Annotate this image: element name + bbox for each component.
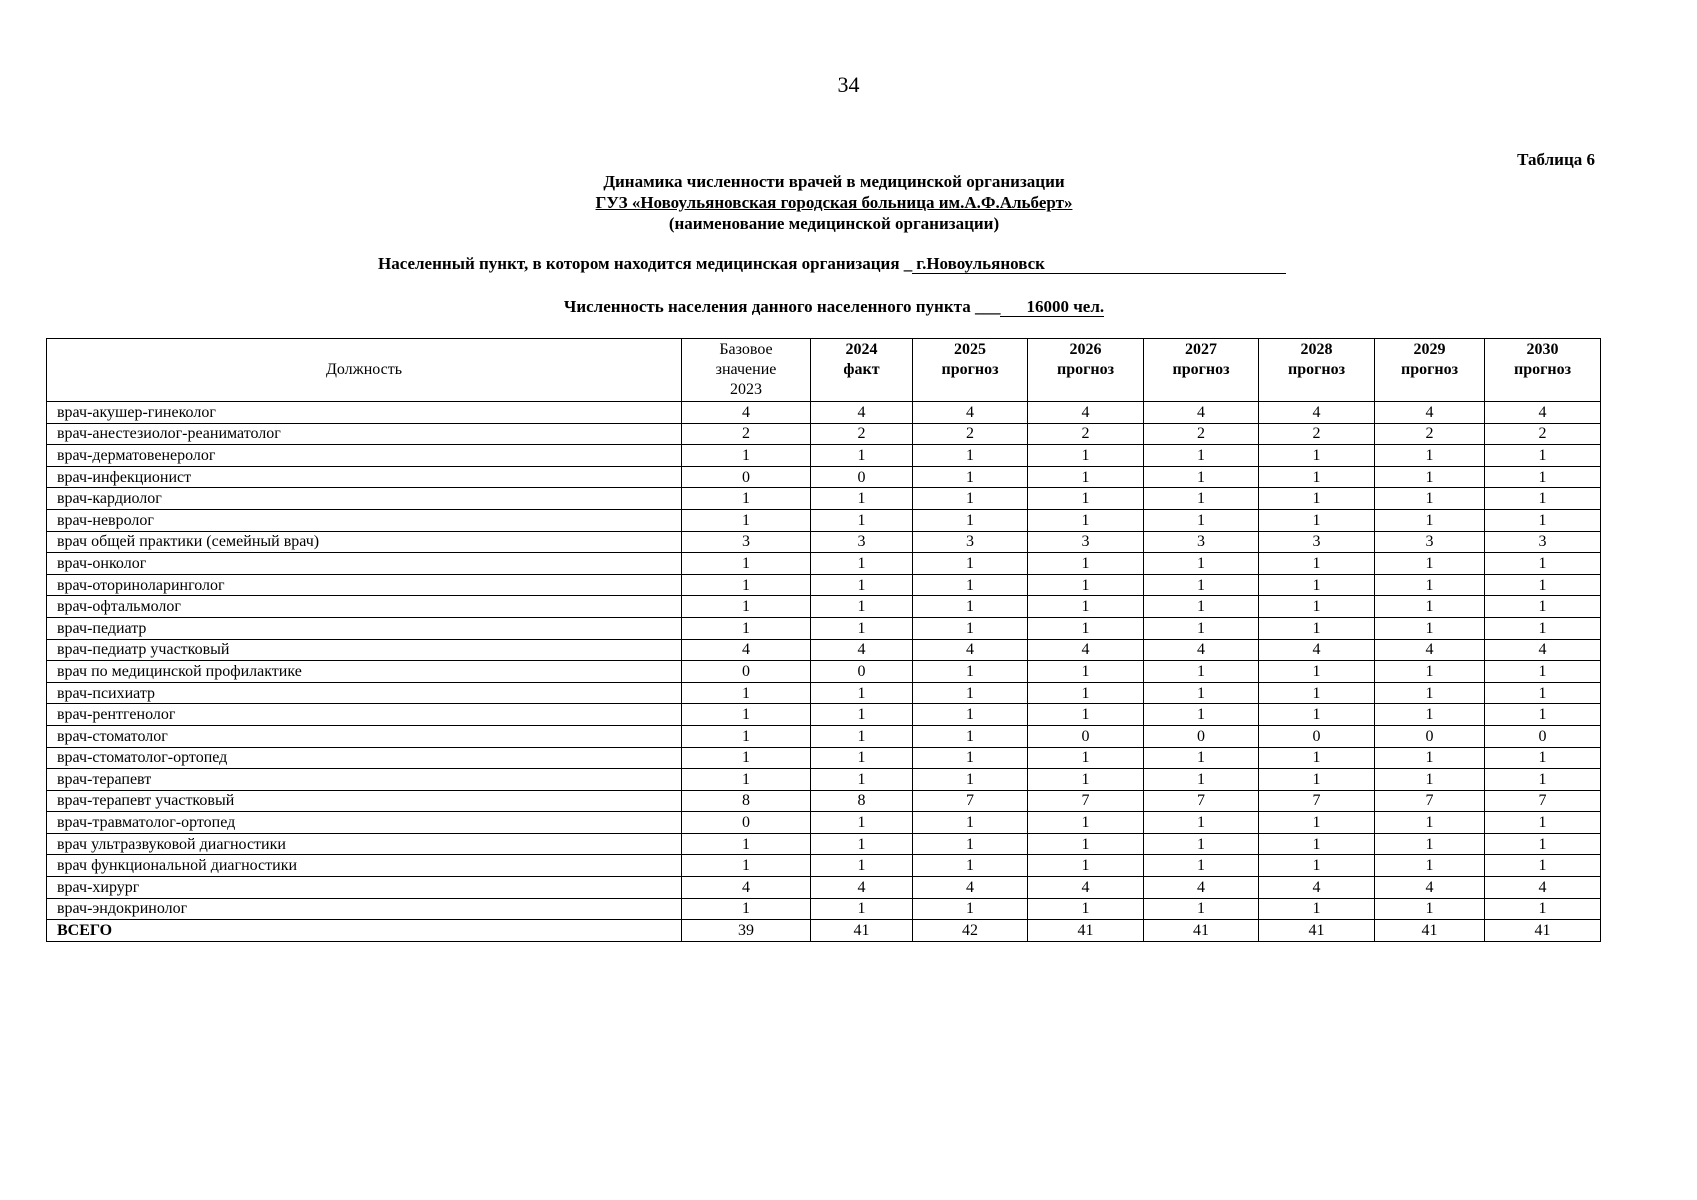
position-name: врач-дерматовенеролог: [47, 445, 682, 467]
year-value-cell: 1: [1144, 617, 1259, 639]
year-value-cell: 1: [1485, 596, 1601, 618]
position-name: врач-педиатр участковый: [47, 639, 682, 661]
year-value-cell: 4: [811, 639, 913, 661]
year-value-cell: 1: [1028, 553, 1144, 575]
year-value-cell: 1: [1485, 704, 1601, 726]
year-value-cell: 1: [1028, 704, 1144, 726]
year-value-cell: 1: [913, 466, 1028, 488]
organization-caption: (наименование медицинской организации): [668, 214, 1000, 233]
year-value-cell: 1: [913, 725, 1028, 747]
year-value-cell: 1: [1485, 898, 1601, 920]
year-value-cell: 1: [913, 812, 1028, 834]
table-row: [47, 596, 1601, 618]
header-year: 2028: [1300, 341, 1333, 358]
header-kind: прогноз: [1400, 361, 1459, 378]
base-value-cell: 4: [682, 402, 811, 424]
year-value-cell: 1: [1375, 833, 1485, 855]
table-row: [47, 769, 1601, 791]
year-value-cell: 1: [1028, 682, 1144, 704]
year-value-cell: 3: [811, 531, 913, 553]
position-name: врач-эндокринолог: [47, 898, 682, 920]
header-kind: прогноз: [1513, 361, 1572, 378]
table-row: [47, 898, 1601, 920]
position-name: врач по медицинской профилактике: [47, 661, 682, 683]
header-kind: факт: [843, 361, 880, 378]
year-value-cell: 41: [1144, 920, 1259, 942]
year-value-cell: 7: [1485, 790, 1601, 812]
total-row: [47, 920, 1601, 942]
year-value-cell: 1: [1259, 682, 1375, 704]
year-value-cell: 1: [913, 661, 1028, 683]
header-year-2028: [1259, 339, 1375, 402]
base-value-cell: 1: [682, 445, 811, 467]
year-value-cell: 3: [1259, 531, 1375, 553]
year-value-cell: 4: [1375, 402, 1485, 424]
year-value-cell: 1: [811, 704, 913, 726]
year-value-cell: 1: [1485, 769, 1601, 791]
table-row: [47, 855, 1601, 877]
year-value-cell: 3: [913, 531, 1028, 553]
table-row: [47, 682, 1601, 704]
position-name: врач-офтальмолог: [47, 596, 682, 618]
year-value-cell: 1: [1259, 574, 1375, 596]
year-value-cell: 1: [1485, 466, 1601, 488]
year-value-cell: 1: [811, 812, 913, 834]
year-value-cell: 1: [811, 617, 913, 639]
year-value-cell: 1: [1028, 574, 1144, 596]
year-value-cell: 1: [1375, 488, 1485, 510]
position-name: врач-стоматолог-ортопед: [47, 747, 682, 769]
year-value-cell: 1: [811, 725, 913, 747]
year-value-cell: 2: [1028, 423, 1144, 445]
year-value-cell: 4: [1028, 877, 1144, 899]
locality-line: [378, 254, 1286, 274]
base-value-cell: 1: [682, 747, 811, 769]
position-name: врач-психиатр: [47, 682, 682, 704]
year-value-cell: 1: [1485, 855, 1601, 877]
year-value-cell: 1: [1485, 617, 1601, 639]
locality-label: Населенный пункт, в котором находится медицинская организация _: [378, 254, 913, 273]
year-value-cell: 1: [1375, 704, 1485, 726]
position-name: врач-акушер-гинеколог: [47, 402, 682, 424]
population-label: Численность населения данного населенного пункта ___: [563, 297, 1001, 316]
year-value-cell: 4: [1485, 402, 1601, 424]
year-value-cell: 1: [1028, 855, 1144, 877]
base-value-cell: 1: [682, 617, 811, 639]
year-value-cell: 1: [1259, 596, 1375, 618]
year-value-cell: 1: [1259, 553, 1375, 575]
year-value-cell: 3: [1144, 531, 1259, 553]
year-value-cell: 1: [1259, 661, 1375, 683]
year-value-cell: 1: [913, 769, 1028, 791]
year-value-cell: 1: [1259, 466, 1375, 488]
header-year: 2027: [1185, 341, 1217, 358]
year-value-cell: 1: [811, 769, 913, 791]
table-row: [47, 509, 1601, 531]
year-value-cell: 1: [1144, 682, 1259, 704]
table-body: [47, 402, 1601, 942]
year-value-cell: 1: [1259, 704, 1375, 726]
year-value-cell: 4: [1375, 639, 1485, 661]
table-row: [47, 466, 1601, 488]
year-value-cell: 1: [1375, 596, 1485, 618]
year-value-cell: 4: [1485, 639, 1601, 661]
year-value-cell: 1: [1485, 833, 1601, 855]
table-row: [47, 531, 1601, 553]
year-value-cell: 1: [1144, 509, 1259, 531]
year-value-cell: 1: [1144, 812, 1259, 834]
table-row: [47, 617, 1601, 639]
base-value-cell: 1: [682, 596, 811, 618]
position-name: врач-онколог: [47, 553, 682, 575]
table-row: [47, 661, 1601, 683]
header-year-2027: [1144, 339, 1259, 402]
year-value-cell: 2: [913, 423, 1028, 445]
year-value-cell: 4: [913, 402, 1028, 424]
table-header-row: [47, 339, 1601, 402]
year-value-cell: 1: [1375, 747, 1485, 769]
year-value-cell: 4: [1144, 402, 1259, 424]
year-value-cell: 4: [1028, 639, 1144, 661]
year-value-cell: 4: [811, 402, 913, 424]
base-value-cell: 8: [682, 790, 811, 812]
header-year-2026: [1028, 339, 1144, 402]
position-name: врач-травматолог-ортопед: [47, 812, 682, 834]
position-name: врач общей практики (семейный врач): [47, 531, 682, 553]
year-value-cell: 1: [1375, 553, 1485, 575]
base-value-cell: 1: [682, 488, 811, 510]
year-value-cell: 1: [1375, 574, 1485, 596]
year-value-cell: 1: [1144, 574, 1259, 596]
table-row: [47, 445, 1601, 467]
table-row: [47, 725, 1601, 747]
table-row: [47, 639, 1601, 661]
base-value-cell: 2: [682, 423, 811, 445]
base-value-cell: 4: [682, 639, 811, 661]
year-value-cell: 1: [1375, 509, 1485, 531]
year-value-cell: 3: [1485, 531, 1601, 553]
year-value-cell: 1: [1485, 661, 1601, 683]
year-value-cell: 7: [913, 790, 1028, 812]
base-value-cell: 0: [682, 466, 811, 488]
header-year-2030: [1485, 339, 1601, 402]
population-line: [0, 297, 1668, 317]
header-year: 2024: [845, 341, 878, 358]
year-value-cell: 41: [1028, 920, 1144, 942]
header-year: 2025: [954, 341, 986, 358]
year-value-cell: 1: [811, 833, 913, 855]
position-name: врач-инфекционист: [47, 466, 682, 488]
table-row: [47, 833, 1601, 855]
year-value-cell: 1: [1028, 596, 1144, 618]
year-value-cell: 1: [1028, 509, 1144, 531]
position-name: врач функциональной диагностики: [47, 855, 682, 877]
position-name: врач-кардиолог: [47, 488, 682, 510]
year-value-cell: 3: [1375, 531, 1485, 553]
table-row: [47, 877, 1601, 899]
year-value-cell: 41: [811, 920, 913, 942]
position-name: врач ультразвуковой диагностики: [47, 833, 682, 855]
year-value-cell: 1: [1144, 833, 1259, 855]
year-value-cell: 1: [1259, 488, 1375, 510]
year-value-cell: 1: [1375, 617, 1485, 639]
year-value-cell: 1: [1259, 617, 1375, 639]
position-name: врач-анестезиолог-реаниматолог: [47, 423, 682, 445]
year-value-cell: 1: [1259, 445, 1375, 467]
year-value-cell: 1: [1028, 812, 1144, 834]
year-value-cell: 1: [1375, 855, 1485, 877]
year-value-cell: 1: [1375, 812, 1485, 834]
year-value-cell: 1: [1028, 769, 1144, 791]
year-value-cell: 2: [1144, 423, 1259, 445]
year-value-cell: 7: [1144, 790, 1259, 812]
year-value-cell: 1: [811, 553, 913, 575]
year-value-cell: 1: [1144, 855, 1259, 877]
year-value-cell: 1: [1259, 747, 1375, 769]
base-value-cell: 39: [682, 920, 811, 942]
year-value-cell: 41: [1485, 920, 1601, 942]
year-value-cell: 4: [1259, 877, 1375, 899]
table-heading: [0, 171, 1668, 234]
year-value-cell: 1: [913, 833, 1028, 855]
year-value-cell: 1: [811, 682, 913, 704]
base-value-cell: 1: [682, 769, 811, 791]
year-value-cell: 1: [1028, 747, 1144, 769]
base-value-cell: 1: [682, 855, 811, 877]
year-value-cell: 1: [913, 898, 1028, 920]
year-value-cell: 4: [913, 639, 1028, 661]
year-value-cell: 7: [1028, 790, 1144, 812]
base-value-cell: 1: [682, 704, 811, 726]
year-value-cell: 7: [1375, 790, 1485, 812]
year-value-cell: 1: [913, 855, 1028, 877]
table-row: [47, 488, 1601, 510]
year-value-cell: 1: [1375, 661, 1485, 683]
year-value-cell: 1: [913, 574, 1028, 596]
header-base-line: значение: [715, 361, 777, 378]
position-name: врач-педиатр: [47, 617, 682, 639]
header-year-2025: [913, 339, 1028, 402]
year-value-cell: 0: [1028, 725, 1144, 747]
year-value-cell: 1: [913, 488, 1028, 510]
position-name: врач-рентгенолог: [47, 704, 682, 726]
year-value-cell: 0: [1485, 725, 1601, 747]
year-value-cell: 1: [1485, 812, 1601, 834]
year-value-cell: 1: [1144, 898, 1259, 920]
year-value-cell: 1: [913, 596, 1028, 618]
year-value-cell: 1: [811, 747, 913, 769]
year-value-cell: 4: [913, 877, 1028, 899]
year-value-cell: 1: [1028, 617, 1144, 639]
header-base-line: Базовое: [719, 341, 773, 358]
year-value-cell: 1: [1144, 769, 1259, 791]
year-value-cell: 41: [1259, 920, 1375, 942]
year-value-cell: 1: [913, 682, 1028, 704]
year-value-cell: 1: [811, 855, 913, 877]
base-value-cell: 1: [682, 725, 811, 747]
year-value-cell: 1: [913, 445, 1028, 467]
header-year-2029: [1375, 339, 1485, 402]
position-name: врач-хирург: [47, 877, 682, 899]
table-label: Таблица 6: [1517, 150, 1595, 169]
year-value-cell: 1: [1485, 574, 1601, 596]
year-value-cell: 1: [1028, 466, 1144, 488]
position-name: врач-невролог: [47, 509, 682, 531]
doctors-staffing-table: [46, 338, 1601, 942]
position-name: врач-терапевт участковый: [47, 790, 682, 812]
year-value-cell: 1: [1144, 596, 1259, 618]
base-value-cell: 1: [682, 898, 811, 920]
year-value-cell: 1: [1144, 553, 1259, 575]
table-row: [47, 704, 1601, 726]
year-value-cell: 1: [1028, 445, 1144, 467]
header-kind: прогноз: [1287, 361, 1346, 378]
header-year: 2030: [1526, 341, 1559, 358]
header-year: 2029: [1413, 341, 1446, 358]
year-value-cell: 1: [1485, 747, 1601, 769]
locality-value: г.Новоульяновск: [912, 255, 1286, 274]
year-value-cell: 1: [1028, 661, 1144, 683]
header-year: 2026: [1069, 341, 1102, 358]
year-value-cell: 1: [1028, 833, 1144, 855]
year-value-cell: 4: [811, 877, 913, 899]
base-value-cell: 0: [682, 661, 811, 683]
year-value-cell: 1: [1485, 682, 1601, 704]
table-row: [47, 747, 1601, 769]
year-value-cell: 1: [1144, 488, 1259, 510]
year-value-cell: 1: [1028, 488, 1144, 510]
base-value-cell: 0: [682, 812, 811, 834]
year-value-cell: 4: [1485, 877, 1601, 899]
position-name: врач-стоматолог: [47, 725, 682, 747]
base-value-cell: 3: [682, 531, 811, 553]
year-value-cell: 1: [811, 596, 913, 618]
year-value-cell: 1: [1375, 682, 1485, 704]
year-value-cell: 0: [1144, 725, 1259, 747]
year-value-cell: 1: [811, 509, 913, 531]
year-value-cell: 4: [1144, 877, 1259, 899]
header-kind: прогноз: [941, 361, 999, 378]
year-value-cell: 4: [1259, 402, 1375, 424]
year-value-cell: 1: [1375, 466, 1485, 488]
base-value-cell: 1: [682, 509, 811, 531]
year-value-cell: 1: [913, 617, 1028, 639]
heading-title: Динамика численности врачей в медицинской организации: [603, 172, 1065, 191]
year-value-cell: 1: [1485, 488, 1601, 510]
header-year-2024: [811, 339, 913, 402]
base-value-cell: 1: [682, 682, 811, 704]
year-value-cell: 1: [1485, 553, 1601, 575]
year-value-cell: 7: [1259, 790, 1375, 812]
base-value-cell: 4: [682, 877, 811, 899]
header-position: Должность: [47, 339, 682, 402]
year-value-cell: 1: [1259, 769, 1375, 791]
year-value-cell: 2: [811, 423, 913, 445]
year-value-cell: 1: [1375, 769, 1485, 791]
year-value-cell: 0: [811, 661, 913, 683]
position-name: врач-оториноларинголог: [47, 574, 682, 596]
year-value-cell: 2: [1375, 423, 1485, 445]
base-value-cell: 1: [682, 574, 811, 596]
year-value-cell: 1: [1485, 445, 1601, 467]
year-value-cell: 1: [913, 553, 1028, 575]
year-value-cell: 1: [811, 898, 913, 920]
year-value-cell: 3: [1028, 531, 1144, 553]
year-value-cell: 4: [1028, 402, 1144, 424]
year-value-cell: 1: [1375, 445, 1485, 467]
table-row: [47, 553, 1601, 575]
header-base-line: 2023: [730, 381, 762, 398]
year-value-cell: 1: [1144, 661, 1259, 683]
year-value-cell: 1: [913, 509, 1028, 531]
year-value-cell: 1: [1144, 466, 1259, 488]
year-value-cell: 1: [1144, 704, 1259, 726]
year-value-cell: 8: [811, 790, 913, 812]
year-value-cell: 41: [1375, 920, 1485, 942]
year-value-cell: 1: [1028, 898, 1144, 920]
year-value-cell: 2: [1485, 423, 1601, 445]
year-value-cell: 1: [811, 488, 913, 510]
year-value-cell: 1: [1259, 898, 1375, 920]
year-value-cell: 2: [1259, 423, 1375, 445]
organization-name-text: ГУЗ «Новоульяновская городская больница им.А.Ф.Альберт»: [595, 193, 1073, 212]
year-value-cell: 1: [913, 704, 1028, 726]
year-value-cell: 1: [811, 574, 913, 596]
page-number: 34: [837, 72, 860, 97]
header-base-value: [682, 339, 811, 402]
year-value-cell: 0: [811, 466, 913, 488]
base-value-cell: 1: [682, 833, 811, 855]
year-value-cell: 1: [1485, 509, 1601, 531]
year-value-cell: 1: [913, 747, 1028, 769]
year-value-cell: 42: [913, 920, 1028, 942]
year-value-cell: 1: [811, 445, 913, 467]
total-label: ВСЕГО: [47, 920, 682, 942]
year-value-cell: 4: [1259, 639, 1375, 661]
position-name: врач-терапевт: [47, 769, 682, 791]
header-kind: прогноз: [1056, 361, 1115, 378]
table-row: [47, 423, 1601, 445]
base-value-cell: 1: [682, 553, 811, 575]
year-value-cell: 1: [1259, 812, 1375, 834]
table-row: [47, 574, 1601, 596]
organization-name: [0, 192, 1668, 213]
year-value-cell: 1: [1259, 833, 1375, 855]
table-row: [47, 790, 1601, 812]
table-row: [47, 402, 1601, 424]
year-value-cell: 1: [1144, 747, 1259, 769]
year-value-cell: 1: [1259, 855, 1375, 877]
year-value-cell: 1: [1259, 509, 1375, 531]
year-value-cell: 4: [1375, 877, 1485, 899]
year-value-cell: 0: [1375, 725, 1485, 747]
year-value-cell: 0: [1259, 725, 1375, 747]
population-value: 16000 чел.: [1000, 298, 1104, 317]
year-value-cell: 1: [1144, 445, 1259, 467]
year-value-cell: 1: [1375, 898, 1485, 920]
year-value-cell: 4: [1144, 639, 1259, 661]
header-kind: прогноз: [1172, 361, 1230, 378]
table-row: [47, 812, 1601, 834]
